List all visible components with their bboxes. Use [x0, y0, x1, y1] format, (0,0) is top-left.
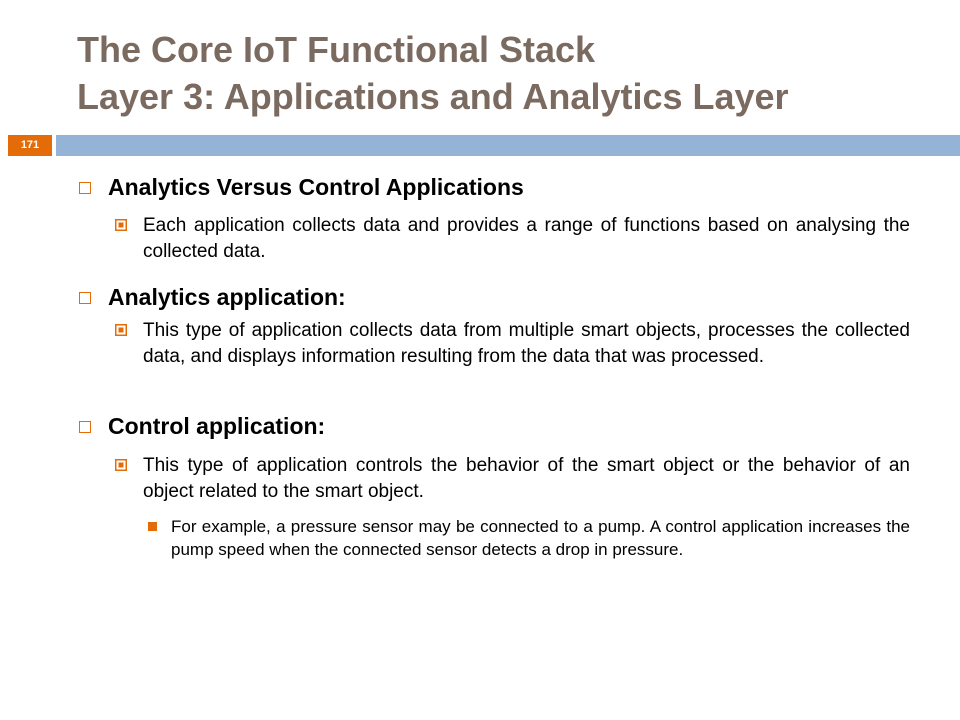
sub-bullet-analytics-description: This type of application collects data from multiple smart objects, processes the collected data, and displays information resulting from the data that was processed. — [143, 320, 910, 367]
square-in-square-bullet-icon — [115, 459, 127, 471]
square-in-square-bullet-icon — [115, 324, 127, 336]
square-in-square-bullet-icon — [115, 219, 127, 231]
sub-bullet-control-description: This type of application controls the behavior of the smart object or the behavior of an object related to the smart object. — [143, 455, 910, 502]
sub-bullet-collects-data: Each application collects data and provides a range of functions based on analysing the collected data. — [143, 215, 910, 262]
bullet-heading-control-application: Control application: — [108, 413, 326, 439]
slide-title-line-2: Layer 3: Applications and Analytics Layer — [77, 76, 789, 117]
slide-title-line-1: The Core IoT Functional Stack — [77, 29, 596, 70]
hollow-square-bullet-icon — [79, 421, 91, 433]
hollow-square-bullet-icon — [79, 292, 91, 304]
bullet-heading-analytics-application: Analytics application: — [108, 284, 346, 310]
hollow-square-bullet-icon — [79, 182, 91, 194]
page-number-badge: 171 — [8, 135, 52, 156]
filled-square-bullet-icon — [148, 522, 157, 531]
sub-sub-bullet-pressure-example: For example, a pressure sensor may be connected to a pump. A control application increases the pump speed when the connected sensor detects a drop in pressure. — [171, 517, 910, 559]
bullet-heading-analytics-vs-control: Analytics Versus Control Applications — [108, 174, 524, 200]
